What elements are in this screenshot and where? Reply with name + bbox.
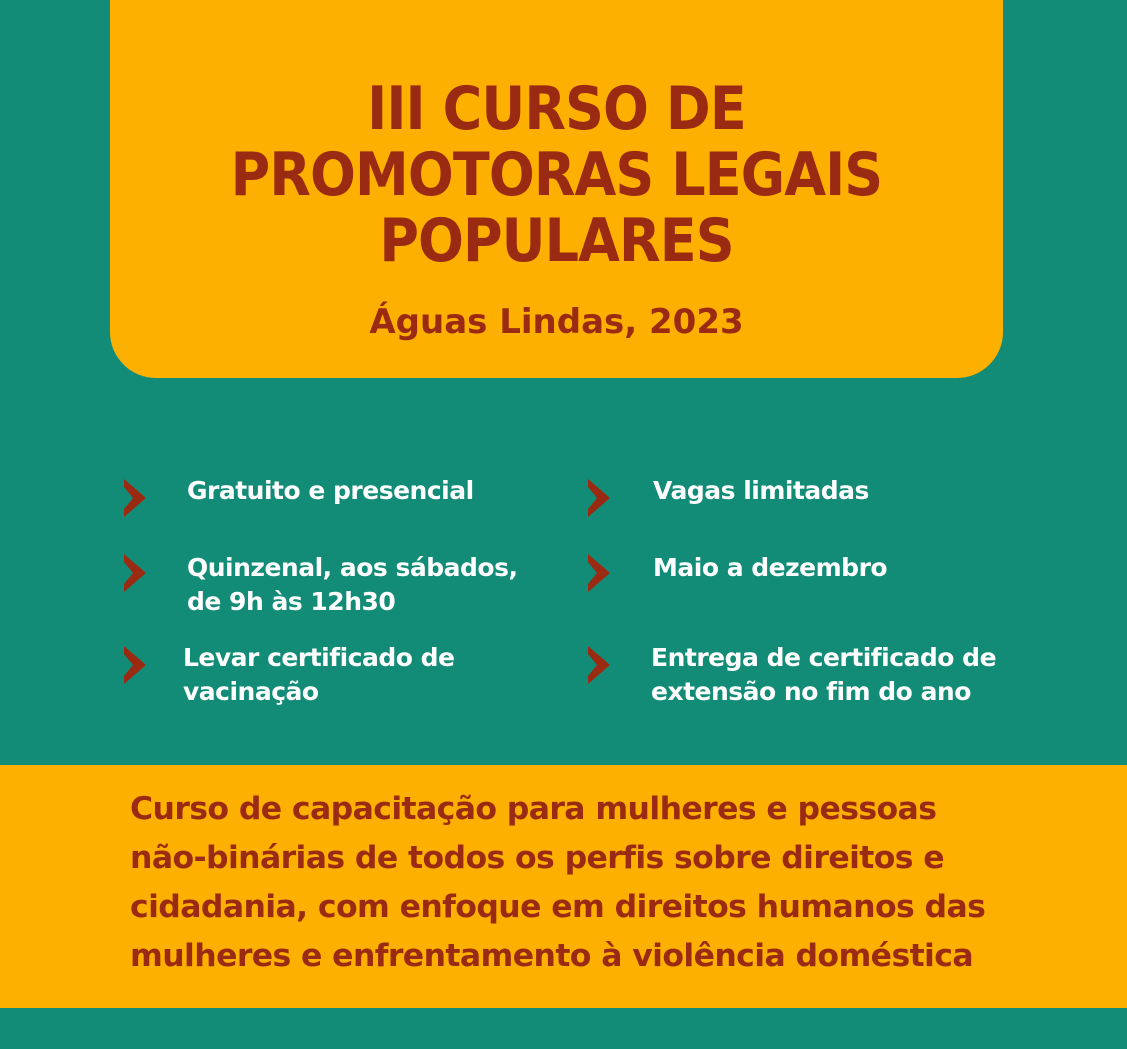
feature-line: vacinação xyxy=(183,677,319,706)
feature-line: de 9h às 12h30 xyxy=(187,587,396,616)
title-line-2: PROMOTORAS LEGAIS xyxy=(230,140,883,210)
description-line-1: Curso de capacitação para mulheres e pessoas xyxy=(130,791,937,827)
feature-line: Maio a dezembro xyxy=(653,553,888,582)
feature-free-in-person xyxy=(187,474,474,508)
feature-line: extensão no fim do ano xyxy=(651,677,971,706)
chevron-right-icon xyxy=(124,554,146,592)
chevron-right-icon xyxy=(588,646,610,684)
course-description xyxy=(130,785,1030,981)
description-line-3: cidadania, com enfoque em direitos humanos das xyxy=(130,889,986,925)
feature-line: Vagas limitadas xyxy=(653,476,869,505)
title-line-3: POPULARES xyxy=(379,206,734,276)
chevron-right-icon xyxy=(588,554,610,592)
feature-vaccination xyxy=(183,641,454,709)
feature-schedule xyxy=(187,551,517,619)
description-line-2: não-binárias de todos os perfis sobre direitos e xyxy=(130,840,945,876)
location-year: Águas Lindas, 2023 xyxy=(369,302,744,342)
feature-line: Levar certificado de xyxy=(183,643,455,672)
feature-period xyxy=(653,551,887,585)
feature-line: Quinzenal, aos sábados, xyxy=(187,553,518,582)
chevron-right-icon xyxy=(124,646,146,684)
chevron-right-icon xyxy=(588,479,610,517)
title-line-1: III CURSO DE xyxy=(367,74,746,144)
feature-limited-spots xyxy=(653,474,869,508)
feature-line: Entrega de certificado de xyxy=(651,643,997,672)
feature-certificate xyxy=(651,641,996,709)
feature-line: Gratuito e presencial xyxy=(187,476,474,505)
chevron-right-icon xyxy=(124,479,146,517)
description-line-4: mulheres e enfrentamento à violência doméstica xyxy=(130,938,973,974)
poster-title xyxy=(155,76,959,274)
